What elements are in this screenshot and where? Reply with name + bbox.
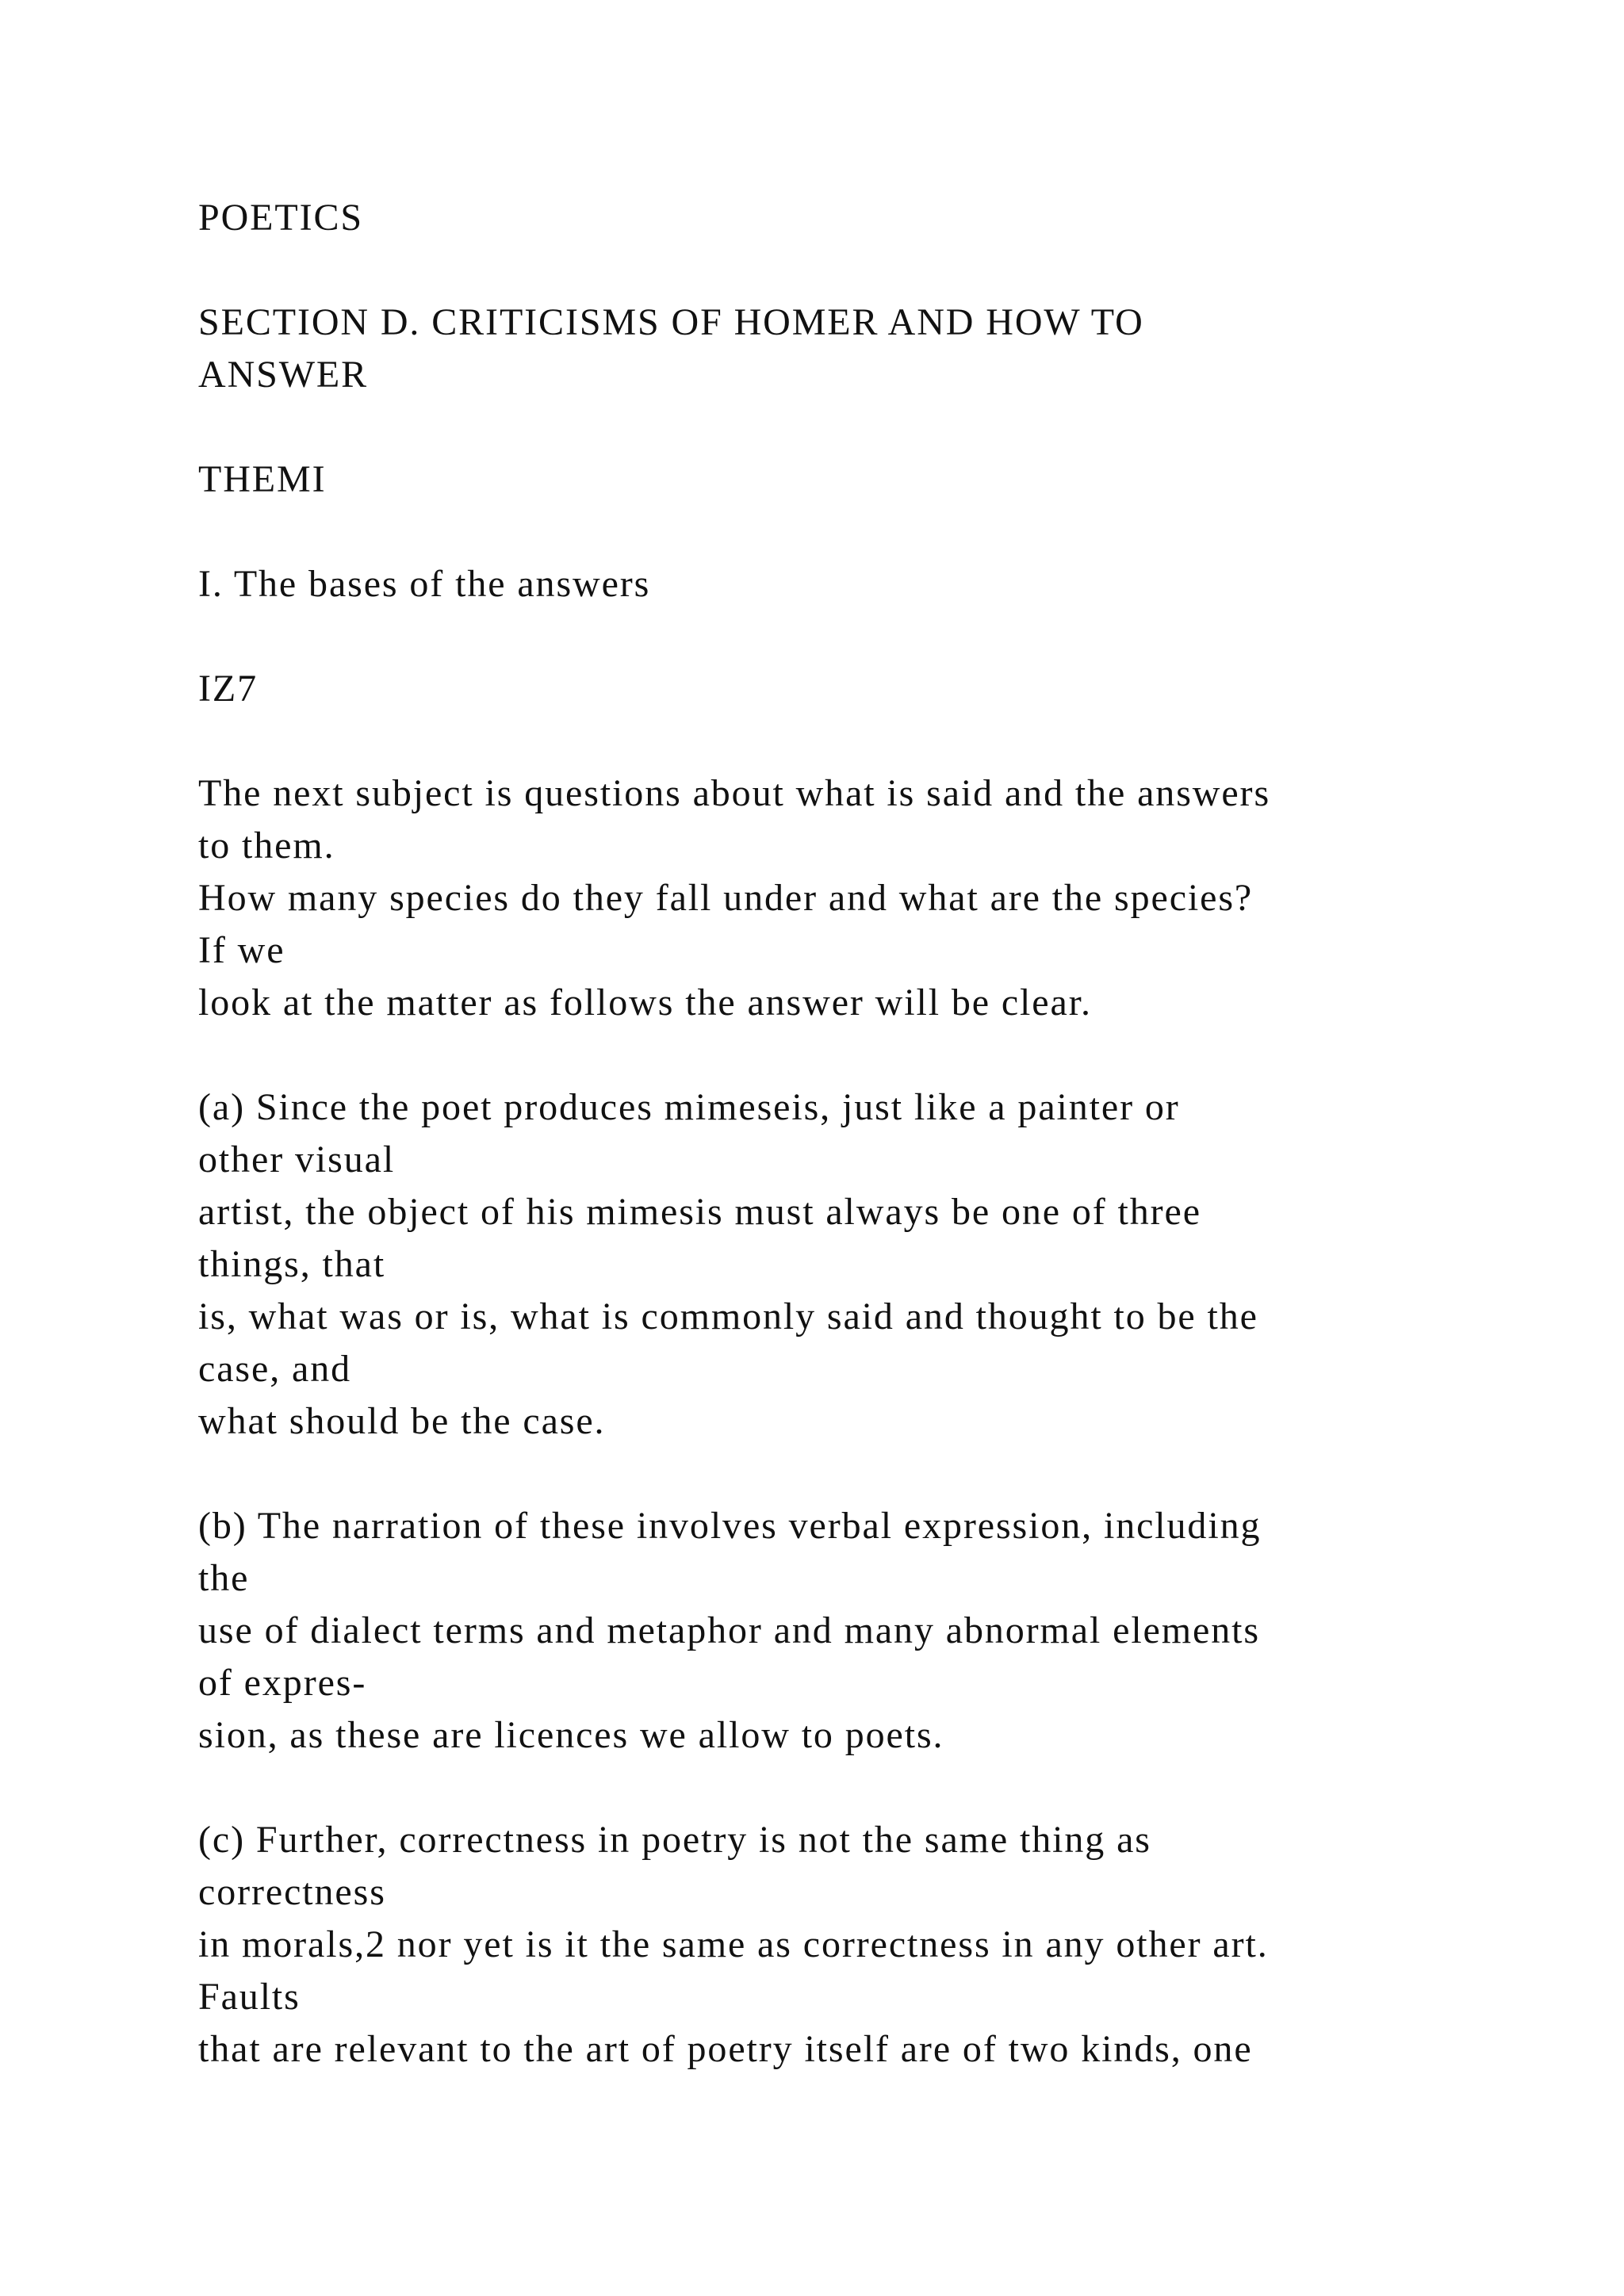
text-line: sion, as these are licences we allow to poets. [198,1714,944,1756]
text-line: (a) Since the poet produces mimeseis, just like a painter or [198,1086,1180,1128]
document-text [198,192,1594,2076]
text-line: artist, the object of his mimesis must always be one of three [198,1191,1201,1233]
paragraph [198,297,1594,401]
text-line: the [198,1557,250,1599]
text-line: (c) Further, correctness in poetry is not the same thing as [198,1819,1151,1861]
text-line: IZ7 [198,668,259,710]
text-line: in morals,2 nor yet is it the same as correctness in any other art. [198,1923,1269,1965]
text-line: I. The bases of the answers [198,563,651,605]
text-line: THEMI [198,458,327,500]
text-line: look at the matter as follows the answer will be clear. [198,982,1092,1024]
text-line: case, and [198,1348,351,1390]
paragraph [198,663,1594,715]
text-line: to them. [198,825,335,867]
paragraph [198,1814,1594,2076]
text-line: correctness [198,1871,386,1913]
paragraph [198,1081,1594,1448]
text-line: How many species do they fall under and what are the species? [198,877,1254,919]
text-line: SECTION D. CRITICISMS OF HOMER AND HOW TO [198,301,1144,343]
text-line: other visual [198,1138,396,1181]
text-line: what should be the case. [198,1400,606,1442]
text-line: (b) The narration of these involves verbal expression, including [198,1505,1262,1547]
text-line: things, that [198,1243,386,1285]
paragraph [198,1500,1594,1762]
text-line: of expres- [198,1662,367,1704]
text-line: The next subject is questions about what is said and the answers [198,772,1271,814]
text-line: that are relevant to the art of poetry itself are of two kinds, one [198,2028,1253,2070]
text-line: Faults [198,1976,301,2018]
text-line: is, what was or is, what is commonly said and thought to be the [198,1295,1258,1337]
text-line: use of dialect terms and metaphor and many abnormal elements [198,1609,1260,1651]
text-line: If we [198,929,285,971]
paragraph [198,767,1594,1029]
text-line: POETICS [198,197,363,239]
text-line: ANSWER [198,354,369,396]
paragraph [198,192,1594,244]
paragraph [198,558,1594,610]
paragraph [198,453,1594,506]
